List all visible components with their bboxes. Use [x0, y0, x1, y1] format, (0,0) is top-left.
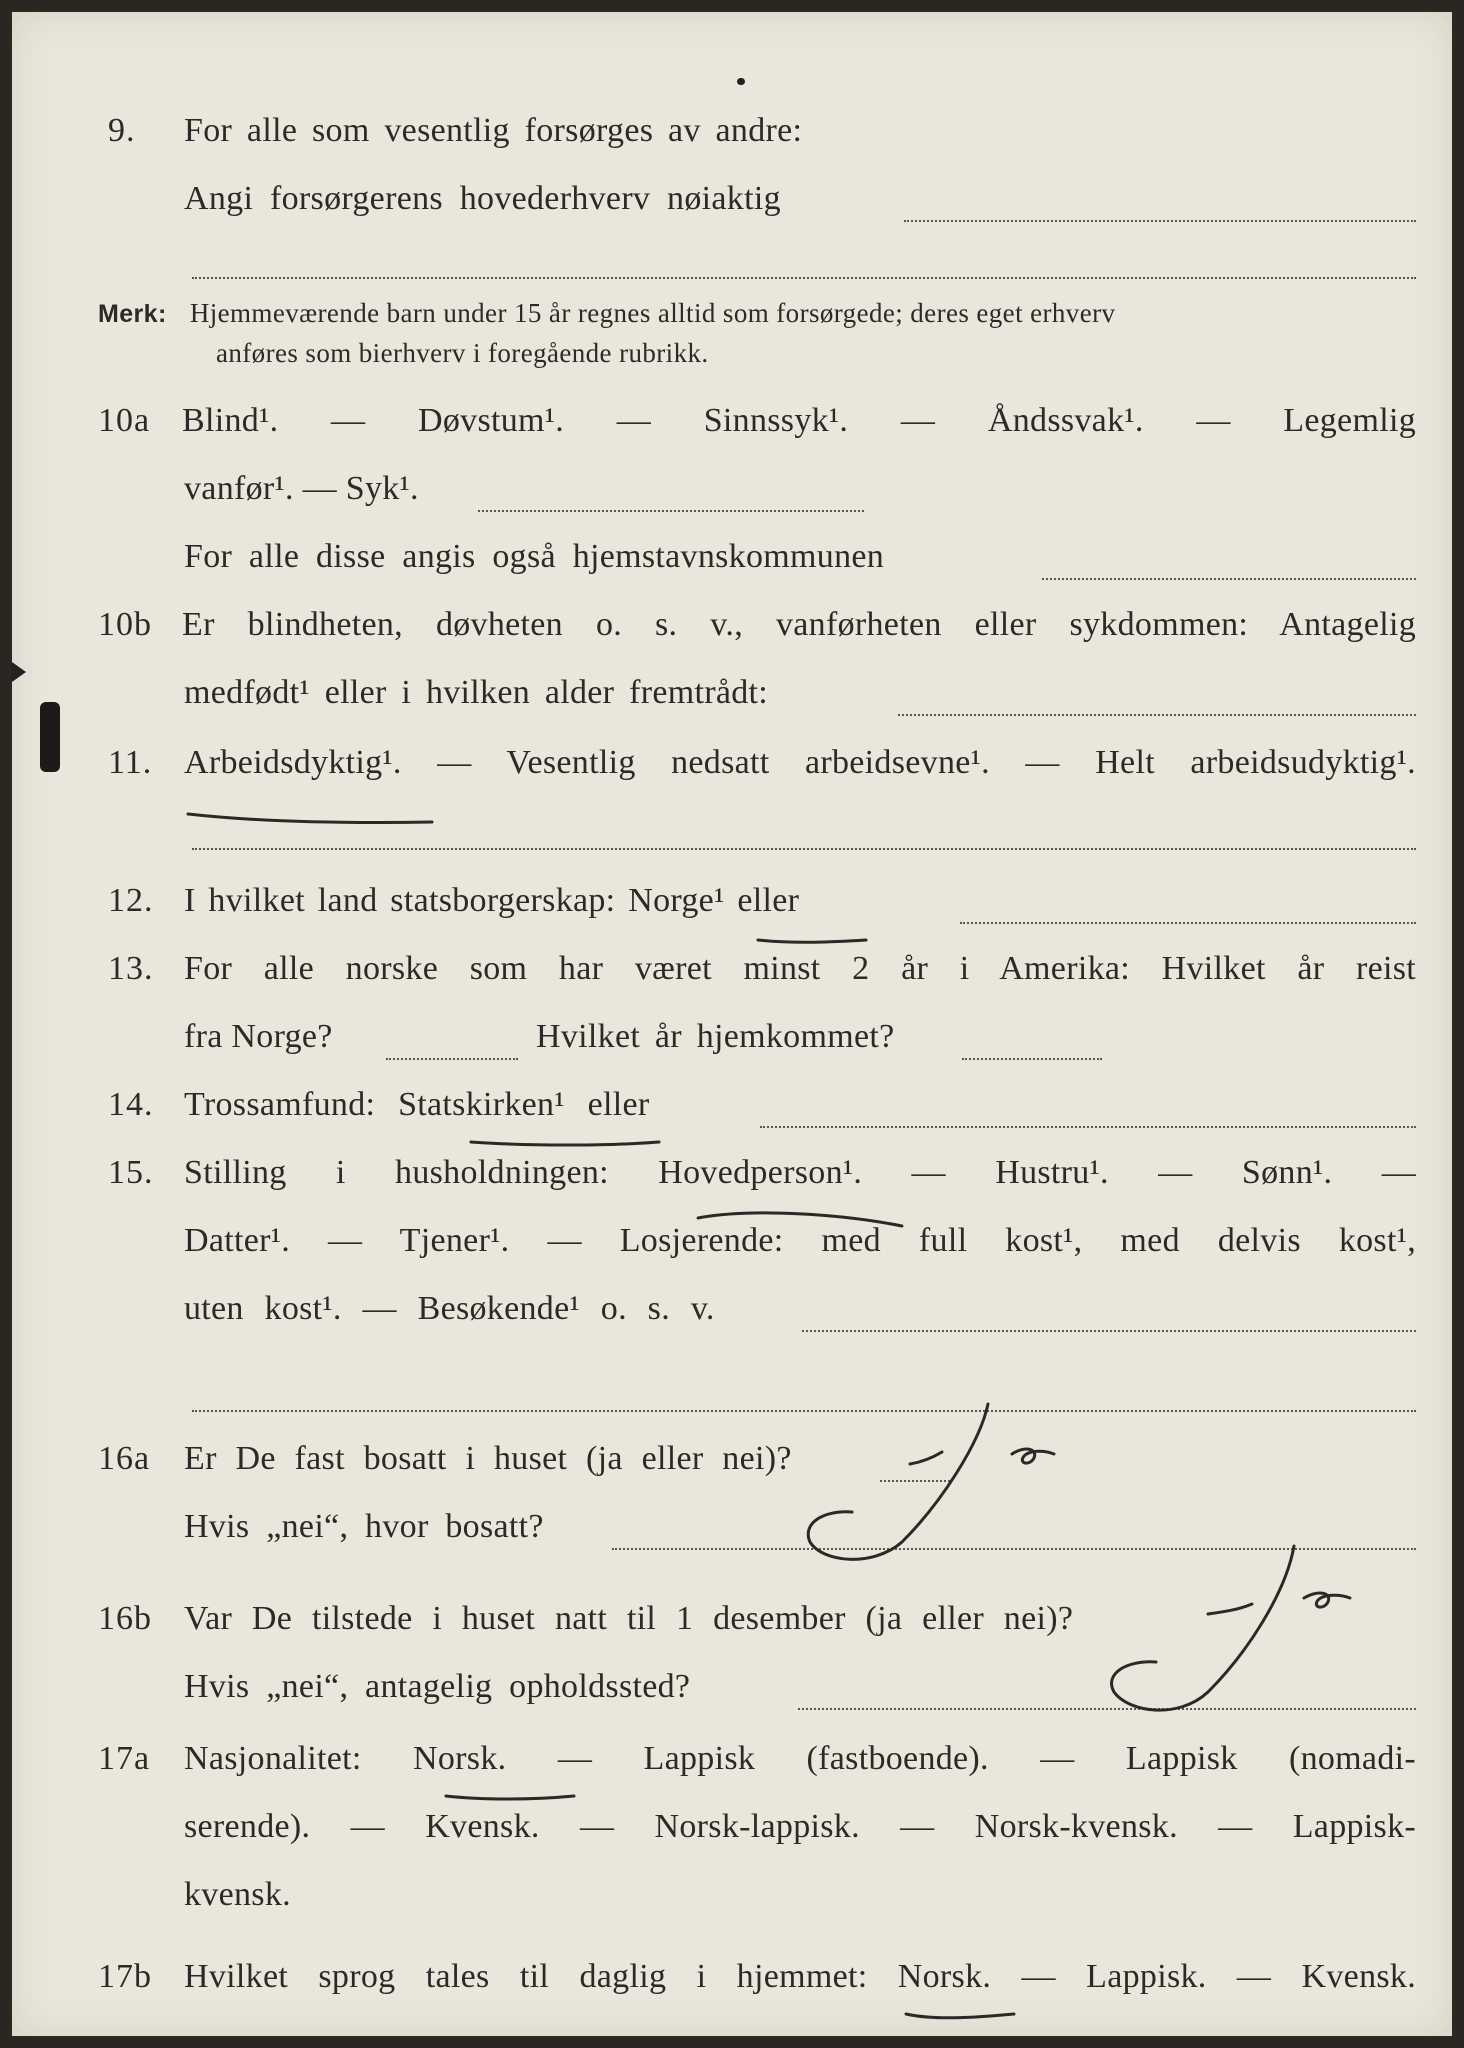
q9-answer-field[interactable]: [904, 220, 1416, 222]
merk-text-1: Hjemmeværende barn under 15 år regnes alltid som forsørgede; deres eget erhverv: [189, 298, 1116, 328]
q9-text-1: For alle som vesentlig forsørges av andre:: [184, 112, 803, 149]
q10a-text-1: Blind¹. — Døvstum¹. — Sinnssyk¹. — Åndssvak¹. — Legemlig: [182, 402, 1416, 439]
q14-underline-mark: [467, 1134, 667, 1154]
q17b-text-1: Hvilket sprog tales til daglig i hjemmet: Norsk. — Lappisk. — Kvensk.: [184, 1958, 1416, 1995]
q17a-underline-mark: [442, 1788, 582, 1808]
q9-line2: [12, 180, 1452, 228]
q15-number: 15.: [108, 1154, 154, 1191]
census-form-page: [12, 12, 1452, 2036]
q10a-line1: [12, 402, 1452, 450]
q15-line3: [12, 1290, 1452, 1338]
q15-line1: [12, 1154, 1452, 1202]
q15-answer-field[interactable]: [802, 1330, 1416, 1332]
merk-line2: [216, 338, 709, 369]
q13-text-2a: fra Norge?: [184, 1018, 333, 1055]
q12-line1: [12, 882, 1452, 930]
q9-number: 9.: [108, 112, 136, 149]
q16a-number: 16a: [98, 1440, 151, 1477]
q15-text-2: Datter¹. — Tjener¹. — Losjerende: med full kost¹, med delvis kost¹,: [184, 1222, 1416, 1259]
q14-line1: [12, 1086, 1452, 1134]
q17b-underline-mark: [902, 2006, 1022, 2026]
q10a-text-3: For alle disse angis også hjemstavnskommunen: [184, 538, 885, 575]
q10a-hometown-field[interactable]: [1042, 578, 1416, 580]
q13-line1: [12, 950, 1452, 998]
q15-text-1: Stilling i husholdningen: Hovedperson¹. — Hustru¹. — Sønn¹. —: [184, 1154, 1416, 1191]
binding-mark: [40, 702, 60, 772]
q11-line1: [12, 744, 1452, 792]
q11-answer-line[interactable]: [192, 848, 1416, 850]
q13-line2: [12, 1018, 1452, 1066]
merk-label: Merk:: [98, 300, 167, 328]
q16b-handwriting-strokes: [1092, 1532, 1392, 1732]
q15-line2: [12, 1222, 1452, 1270]
q17a-line3: [12, 1876, 1452, 1924]
ink-dot: [737, 78, 745, 85]
merk-text-2: anføres som bierhverv i foregående rubrikk.: [216, 338, 709, 368]
q10a-line2: [12, 470, 1452, 518]
q16a-handwritten-answer: [792, 1392, 1072, 1572]
q10a-line3: [12, 538, 1452, 586]
q11-text-1: Arbeidsdyktig¹. — Vesentlig nedsatt arbeidsevne¹. — Helt arbeidsudyktig¹.: [184, 744, 1416, 781]
q13-text-2b: Hvilket år hjemkommet?: [536, 1018, 895, 1055]
q14-number: 14.: [108, 1086, 154, 1123]
q13-number: 13.: [108, 950, 154, 987]
q10b-line1: [12, 606, 1452, 654]
q17b-line1: [12, 1958, 1452, 2006]
q10b-answer-field[interactable]: [898, 714, 1416, 716]
q17a-line2: [12, 1808, 1452, 1856]
binding-notch: [12, 662, 26, 682]
q13-departure-year-field[interactable]: [386, 1058, 518, 1060]
q12-underline-mark: [754, 932, 874, 952]
q16b-text-1: Var De tilstede i huset natt til 1 desember (ja eller nei)?: [184, 1600, 1074, 1637]
q17a-text-2: serende). — Kvensk. — Norsk-lappisk. — Norsk-kvensk. — Lappisk-: [184, 1808, 1416, 1845]
q10a-answer-field[interactable]: [478, 510, 864, 512]
q17a-number: 17a: [98, 1740, 151, 1777]
q10a-number: 10a: [98, 402, 151, 439]
q16b-text-2: Hvis „nei“, antagelig opholdssted?: [184, 1668, 691, 1705]
q16b-handwritten-answer: [1092, 1532, 1392, 1732]
q17b-number: 17b: [98, 1958, 152, 1995]
q14-text-1: Trossamfund: Statskirken¹ eller: [184, 1086, 650, 1123]
q10b-number: 10b: [98, 606, 152, 643]
q16a-text-1: Er De fast bosatt i huset (ja eller nei)?: [184, 1440, 792, 1477]
q9-answer-line[interactable]: [192, 277, 1416, 279]
q10a-text-2: vanfør¹. — Syk¹.: [184, 470, 419, 507]
q17a-text-1: Nasjonalitet: Norsk. — Lappisk (fastboende). — Lappisk (nomadi-: [184, 1740, 1416, 1777]
q17a-text-3: kvensk.: [184, 1876, 291, 1913]
q16b-number: 16b: [98, 1600, 152, 1637]
q11-number: 11.: [108, 744, 153, 781]
q12-text-1: I hvilket land statsborgerskap: Norge¹ eller: [184, 882, 800, 919]
q9-line1: [12, 112, 1452, 160]
q13-text-1: For alle norske som har været minst 2 år i Amerika: Hvilket år reist: [184, 950, 1416, 987]
q16a-line1: [12, 1440, 1452, 1488]
q10b-text-1: Er blindheten, døvheten o. s. v., vanførheten eller sykdommen: Antagelig: [182, 606, 1416, 643]
q17a-line1: [12, 1740, 1452, 1788]
q11-underline-mark: [182, 802, 442, 832]
q14-answer-field[interactable]: [760, 1126, 1416, 1128]
q10b-line2: [12, 674, 1452, 722]
q12-number: 12.: [108, 882, 154, 919]
q15-text-3: uten kost¹. — Besøkende¹ o. s. v.: [184, 1290, 715, 1327]
q12-answer-field[interactable]: [960, 922, 1416, 924]
q16a-handwriting-strokes: [792, 1392, 1072, 1572]
q10b-text-2: medfødt¹ eller i hvilken alder fremtrådt:: [184, 674, 769, 711]
q16a-text-2: Hvis „nei“, hvor bosatt?: [184, 1508, 544, 1545]
q13-return-year-field[interactable]: [962, 1058, 1102, 1060]
merk-line1: [98, 298, 1115, 329]
q9-text-2: Angi forsørgerens hovederhverv nøiaktig: [184, 180, 781, 217]
